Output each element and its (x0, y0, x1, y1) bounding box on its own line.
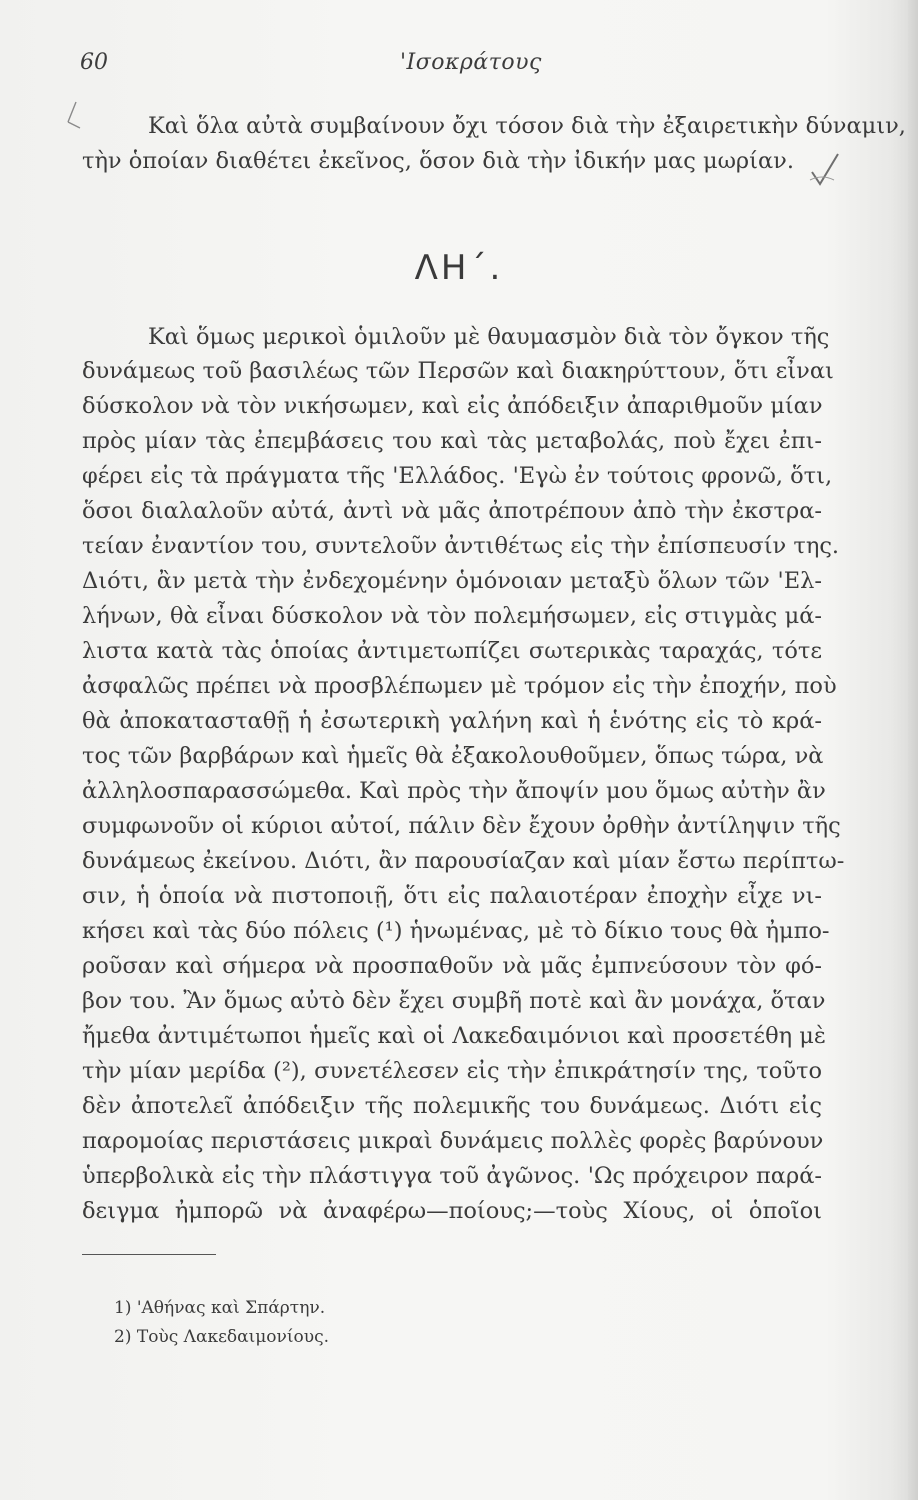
body-line: Καὶ ὅμως μερικοὶ ὁμιλοῦν μὲ θαυμασμὸν διὰ τὸν ὄγκον τῆς (148, 324, 830, 350)
body-line: θὰ ἀποκατασταθῇ ἡ ἐσωτερικὴ γαλήνη καὶ ἡ ἑνότης εἰς τὸ κρά- (82, 708, 822, 734)
body-line: σιν, ἡ ὁποία νὰ πιστοποιῇ, ὅτι εἰς παλαιοτέραν ἐποχὴν εἶχε νι- (82, 883, 822, 909)
running-title: 'Ισοκράτους (400, 50, 542, 75)
body-line: τος τῶν βαρβάρων καὶ ἡμεῖς θὰ ἐξακολουθοῦμεν, ὅπως τώρα, νὰ (82, 743, 824, 769)
footnote-divider (82, 1254, 216, 1255)
footnote-1: 1) 'Αθήνας καὶ Σπάρτην. (114, 1298, 326, 1318)
body-line: ροῦσαν καὶ σήμερα νὰ προσπαθοῦν νὰ μᾶς ἐμπνεύσουν τὸν φό- (82, 953, 822, 979)
body-line: φέρει εἰς τὰ πράγματα τῆς 'Ελλάδος. 'Εγὼ ἐν τούτοις φρονῶ, ὅτι, (82, 463, 833, 489)
body-line: ἤμεθα ἀντιμέτωποι ἡμεῖς καὶ οἱ Λακεδαιμόνιοι καὶ προσετέθη μὲ (82, 1023, 826, 1049)
body-line: τείαν ἐναντίον του, συντελοῦν ἀντιθέτως εἰς τὴν ἐπίσπευσίν της. (82, 533, 840, 559)
body-line: τὴν μίαν μερίδα (²), συνετέλεσεν εἰς τὴν ἐπικράτησίν της, τοῦτο (82, 1058, 822, 1084)
body-line: ὑπερβολικὰ εἰς τὴν πλάστιγγα τοῦ ἀγῶνος. 'Ως πρόχειρον παρά- (82, 1163, 822, 1189)
body-line: βον του. Ἂν ὅμως αὐτὸ δὲν ἔχει συμβῆ ποτὲ καὶ ἂν μονάχα, ὅταν (82, 988, 826, 1014)
body-line: ἀσφαλῶς πρέπει νὰ προσβλέπωμεν μὲ τρόμον εἰς τὴν ἐποχήν, ποὺ (82, 673, 837, 699)
footnote-2: 2) Τοὺς Λακεδαιμονίους. (114, 1327, 330, 1347)
page-number: 60 (80, 50, 108, 75)
body-line: δυνάμεως τοῦ βασιλέως τῶν Περσῶν καὶ διακηρύττουν, ὅτι εἶναι (82, 358, 834, 384)
body-line: δυνάμεως ἐκείνου. Διότι, ἂν παρουσίαζαν καὶ μίαν ἔστω περίπτω- (82, 848, 845, 874)
body-line: δειγμα ἠμπορῶ νὰ ἀναφέρω—ποίους;—τοὺς Χίους, οἱ ὁποῖοι (82, 1198, 822, 1224)
intro-line-1: Καὶ ὅλα αὐτὰ συμβαίνουν ὄχι τόσον διὰ τὴν ἐξαιρετικὴν δύναμιν, (148, 113, 906, 139)
body-line: λήνων, θὰ εἶναι δύσκολον νὰ τὸν πολεμήσωμεν, εἰς στιγμὰς μά- (82, 603, 822, 629)
body-line: κήσει καὶ τὰς δύο πόλεις (¹) ἡνωμένας, μὲ τὸ δίκιο τους θὰ ἠμπο- (82, 918, 830, 944)
body-line: Διότι, ἂν μετὰ τὴν ἐνδεχομένην ὁμόνοιαν μεταξὺ ὅλων τῶν 'Ελ- (82, 568, 822, 594)
chapter-heading: ΛΗ΄. (414, 248, 504, 288)
body-line: ὅσοι διαλαλοῦν αὐτά, ἀντὶ νὰ μᾶς ἀποτρέπουν ἀπὸ τὴν ἐκστρα- (82, 498, 822, 524)
body-line: πρὸς μίαν τὰς ἐπεμβάσεις του καὶ τὰς μεταβολάς, ποὺ ἔχει ἐπι- (82, 428, 822, 454)
body-line: παρομοίας περιστάσεις μικραὶ δυνάμεις πολλὲς φορὲς βαρύνουν (82, 1128, 824, 1154)
intro-line-2: τὴν ὁποίαν διαθέτει ἐκεῖνος, ὅσον διὰ τὴν ἰδικήν μας μωρίαν. (82, 148, 795, 174)
body-line: λιστα κατὰ τὰς ὁποίας ἀντιμετωπίζει σωτερικὰς ταραχάς, τότε (82, 638, 822, 664)
body-line: ἀλληλοσπαρασσώμεθα. Καὶ πρὸς τὴν ἄποψίν μου ὅμως αὐτὴν ἂν (82, 778, 826, 804)
body-line: δὲν ἀποτελεῖ ἀπόδειξιν τῆς πολεμικῆς του δυνάμεως. Διότι εἰς (82, 1093, 822, 1119)
body-line: συμφωνοῦν οἱ κύριοι αὐτοί, πάλιν δὲν ἔχουν ὀρθὴν ἀντίληψιν τῆς (82, 813, 841, 839)
body-line: δύσκολον νὰ τὸν νικήσωμεν, καὶ εἰς ἀπόδειξιν ἀπαριθμοῦν μίαν (82, 393, 823, 419)
